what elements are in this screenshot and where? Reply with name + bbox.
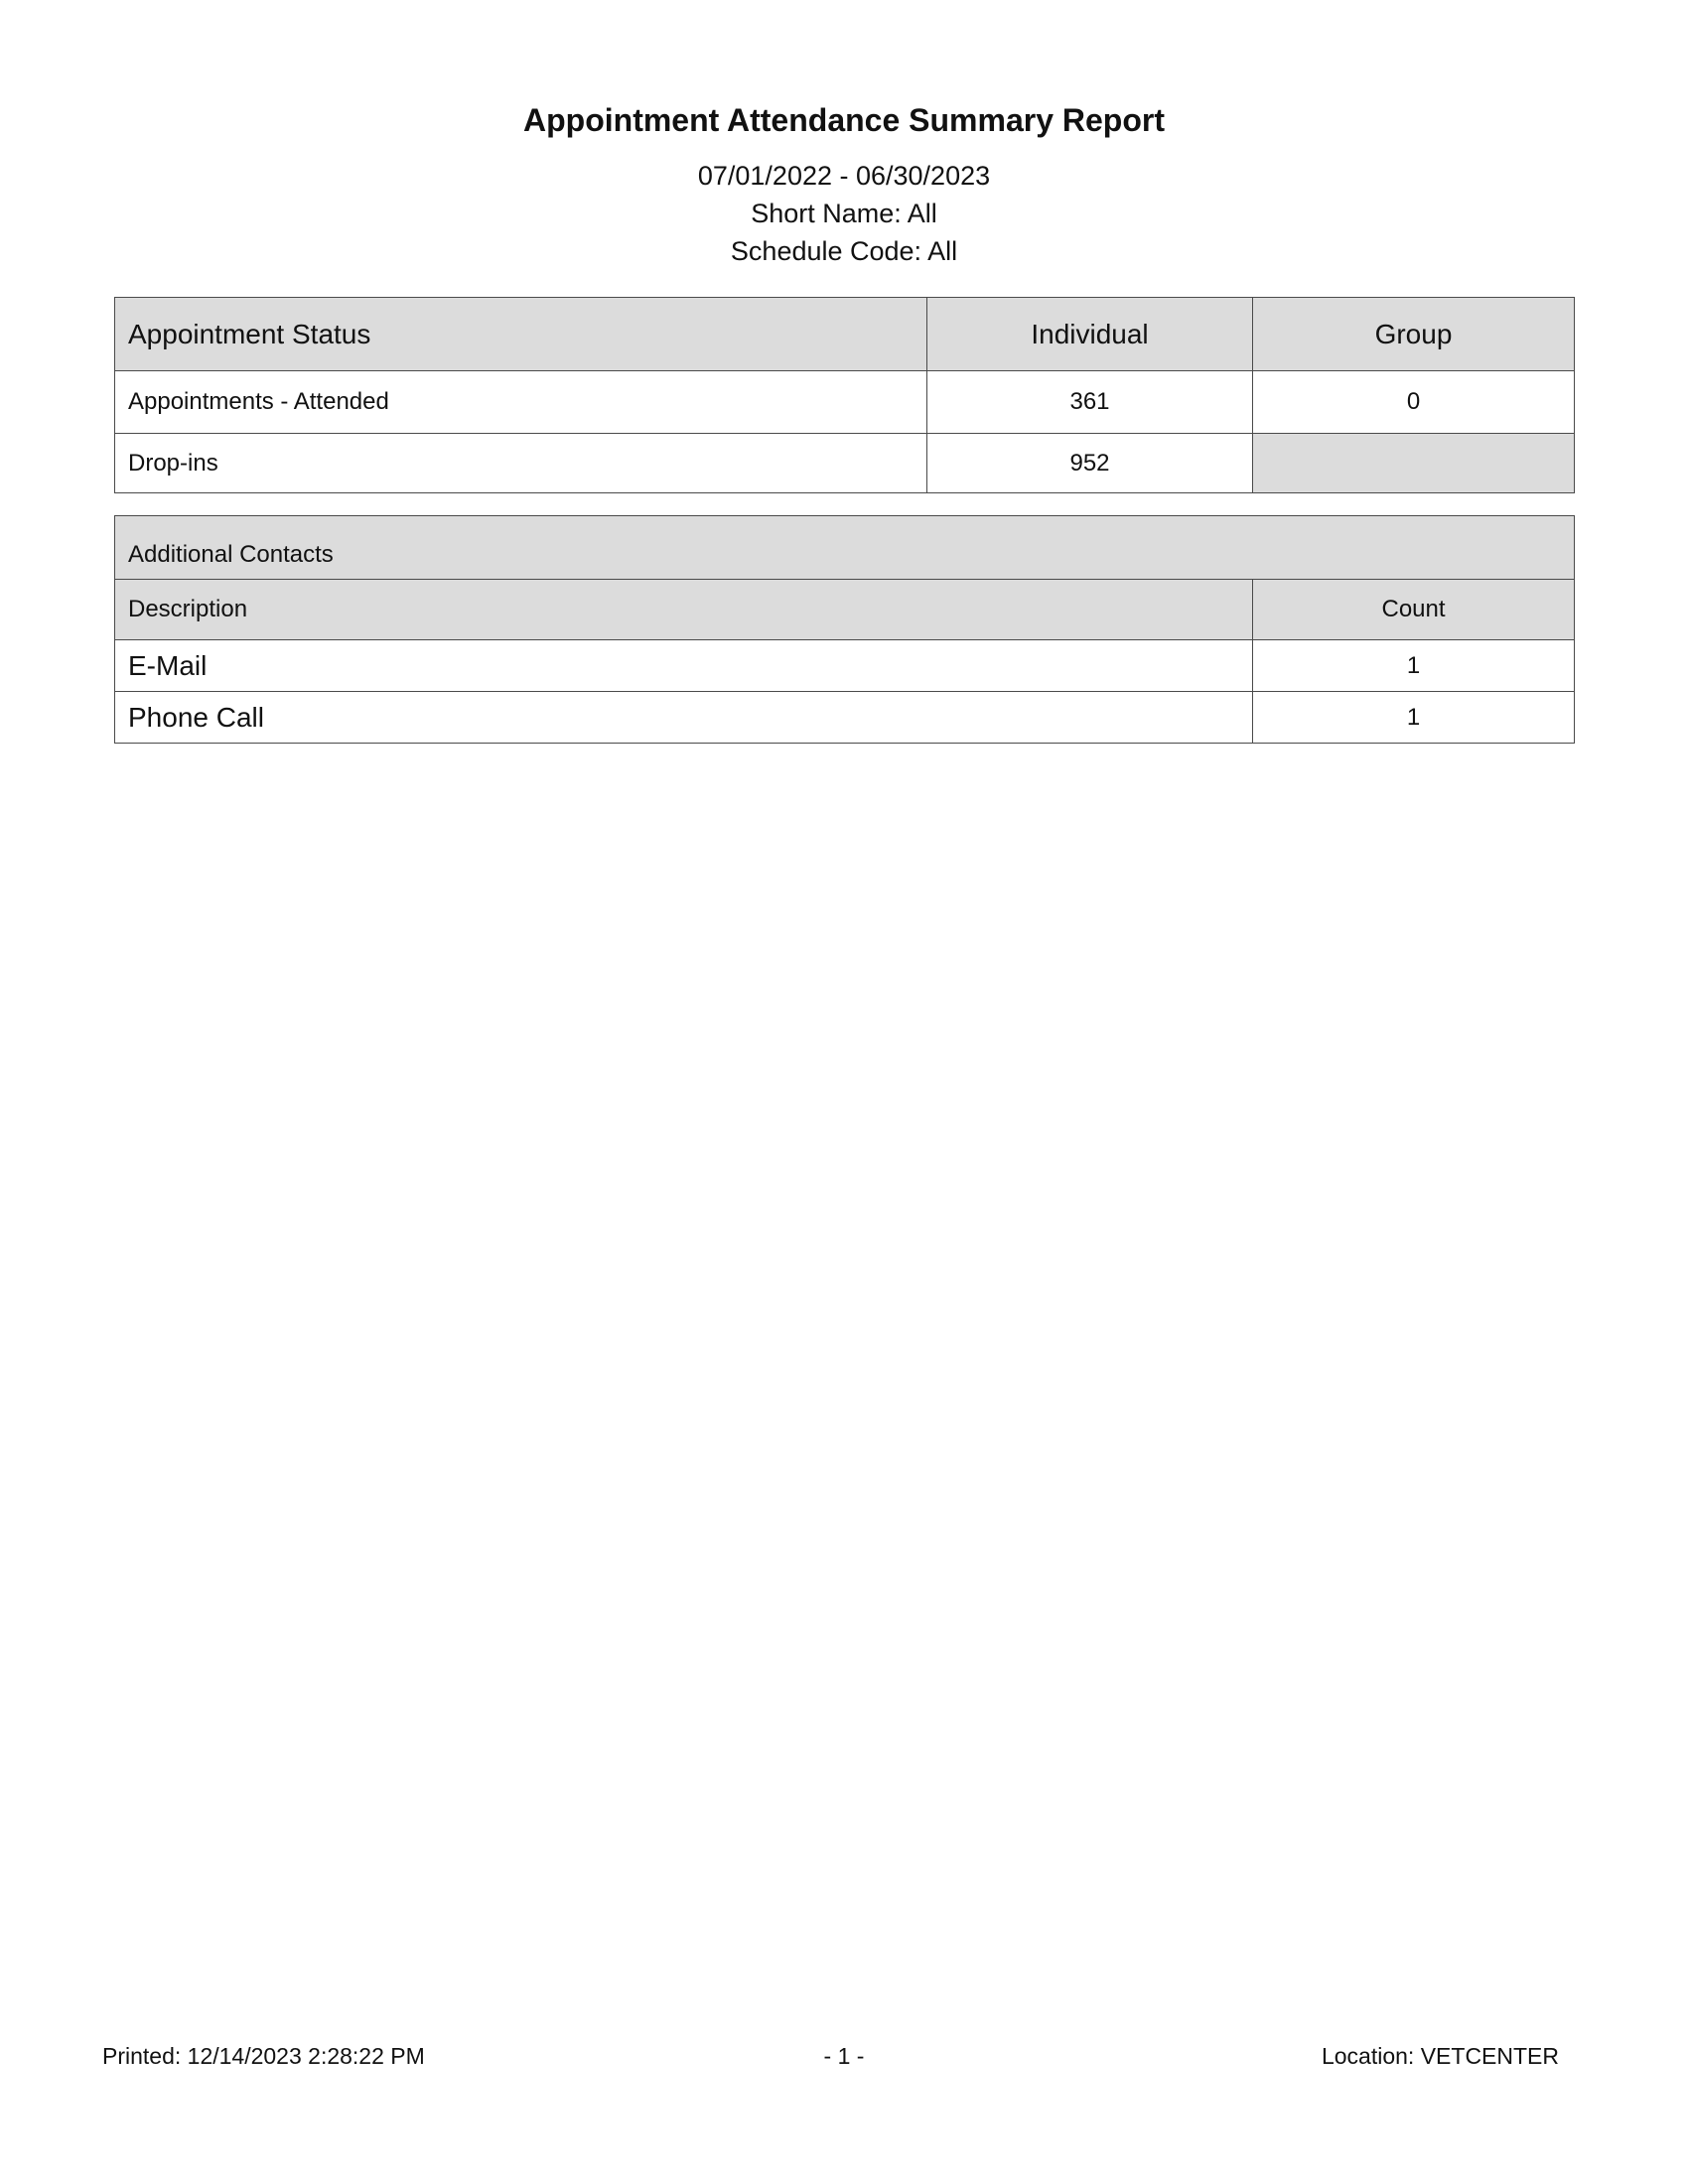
date-range: 07/01/2022 - 06/30/2023 [697, 161, 991, 191]
individual-count-cell: 361 [927, 371, 1253, 434]
section-header-row [115, 516, 1575, 580]
group-count-cell-empty [1253, 434, 1575, 493]
column-header-description: Description [115, 580, 1253, 640]
table-row [115, 434, 1575, 493]
column-header-count: Count [1253, 580, 1575, 640]
schedule-code-filter: Schedule Code: All [730, 236, 958, 266]
table-row [115, 371, 1575, 434]
report-header [0, 97, 1688, 270]
column-header-appointment-status: Appointment Status [115, 298, 927, 371]
count-cell: 1 [1253, 692, 1575, 744]
status-cell: Drop-ins [115, 434, 927, 493]
description-cell: Phone Call [115, 692, 1253, 744]
appointment-status-table [114, 297, 1575, 493]
short-name-filter: Short Name: All [751, 199, 937, 228]
table-header-row [115, 580, 1575, 640]
report-title: Appointment Attendance Summary Report [523, 102, 1165, 138]
section-title-additional-contacts: Additional Contacts [115, 516, 1575, 580]
additional-contacts-table [114, 515, 1575, 744]
table-row [115, 640, 1575, 692]
printed-timestamp: Printed: 12/14/2023 2:28:22 PM [102, 2043, 425, 2069]
column-header-group: Group [1253, 298, 1575, 371]
page-number: - 1 - [823, 2043, 865, 2069]
individual-count-cell: 952 [927, 434, 1253, 493]
table-header-row [115, 298, 1575, 371]
table-row [115, 692, 1575, 744]
status-cell: Appointments - Attended [115, 371, 927, 434]
description-cell: E-Mail [115, 640, 1253, 692]
count-cell: 1 [1253, 640, 1575, 692]
column-header-individual: Individual [927, 298, 1253, 371]
location-label: Location: VETCENTER [1321, 2043, 1559, 2069]
group-count-cell: 0 [1253, 371, 1575, 434]
